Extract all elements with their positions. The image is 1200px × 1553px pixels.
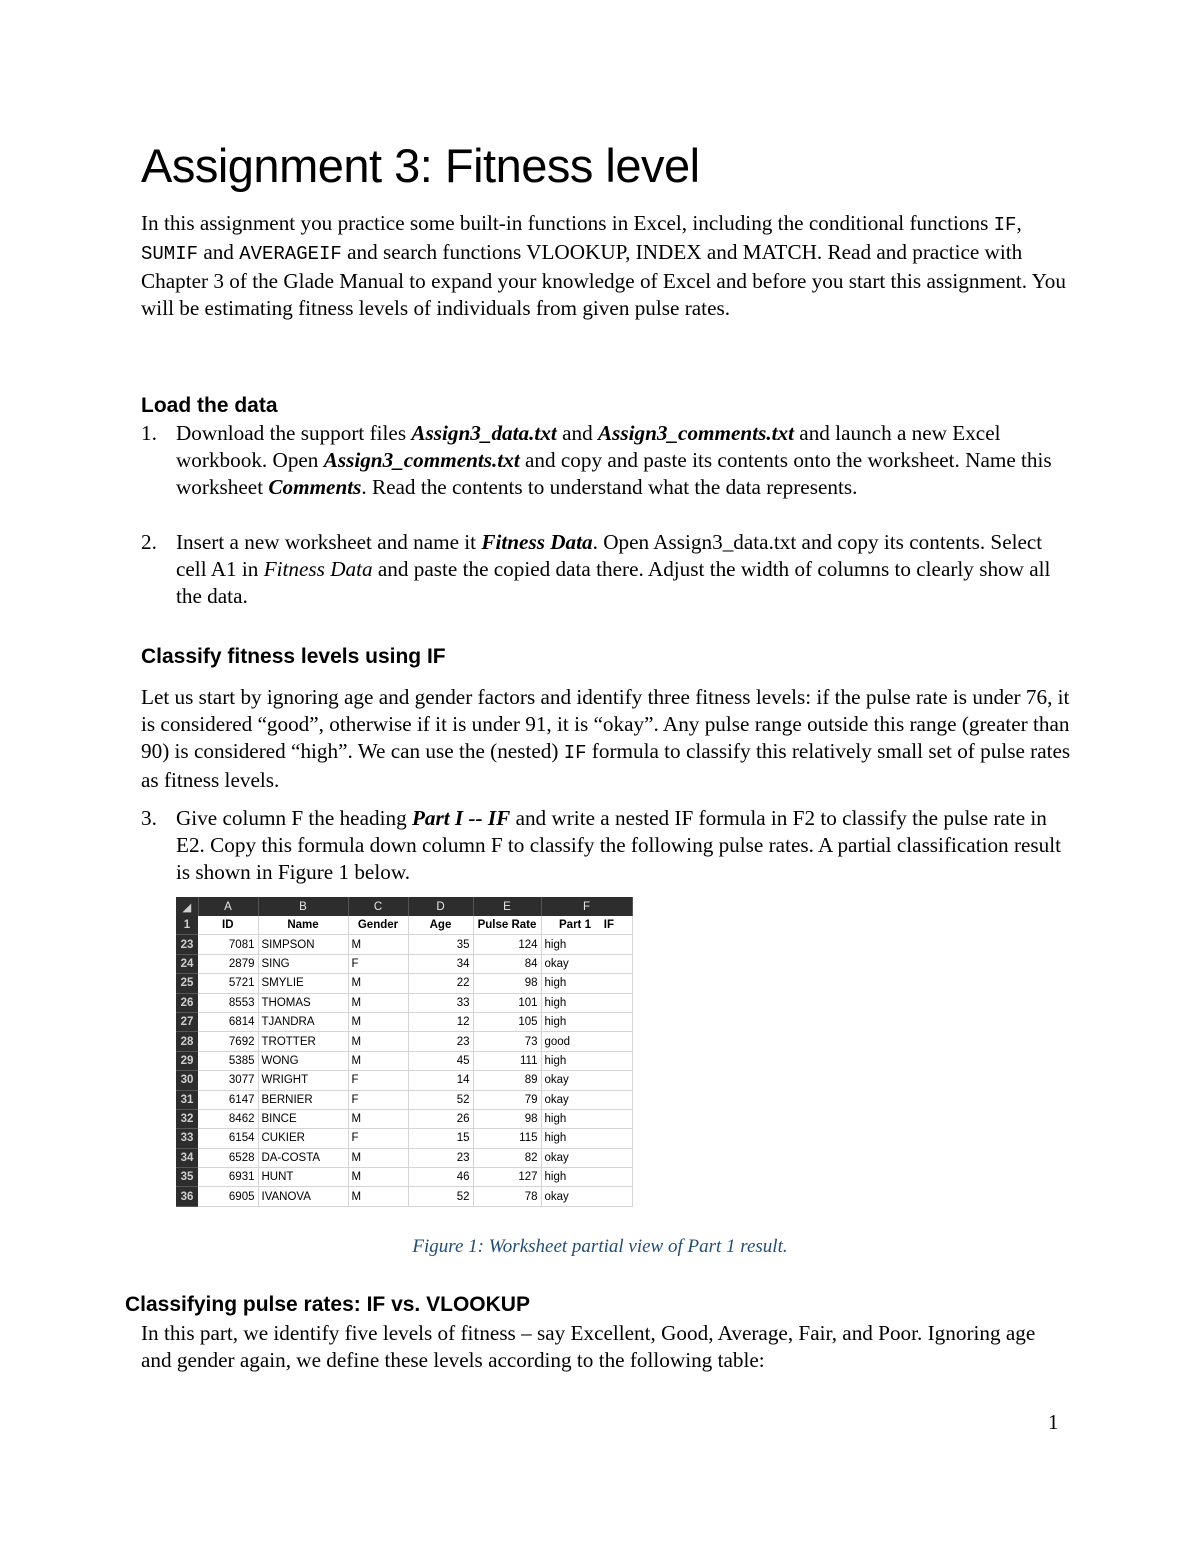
worksheet-name: Fitness Data [263, 557, 373, 581]
name-cell: CUKIER [258, 1129, 348, 1148]
table-row [176, 974, 632, 993]
fitness-level-cell: high [541, 935, 632, 954]
gender-cell: F [348, 1071, 408, 1090]
list-number: 2. [141, 530, 157, 554]
list-item-1 [141, 420, 1071, 501]
table-row [176, 1032, 632, 1051]
name-cell: SING [258, 954, 348, 973]
pulse-rate-cell: 101 [473, 993, 541, 1012]
pulse-rate-cell: 79 [473, 1090, 541, 1109]
id-cell: 7081 [198, 935, 258, 954]
name-cell: TJANDRA [258, 1012, 348, 1031]
row-number: 36 [176, 1187, 198, 1206]
pulse-rate-cell: 78 [473, 1187, 541, 1206]
age-cell: 35 [408, 935, 473, 954]
gender-cell: F [348, 954, 408, 973]
age-cell: 46 [408, 1168, 473, 1187]
column-header: B [258, 897, 348, 916]
row-number: 31 [176, 1090, 198, 1109]
table-row [176, 1129, 632, 1148]
id-cell: 2879 [198, 954, 258, 973]
header-cell: Part 1 IF [541, 916, 632, 935]
gender-cell: M [348, 1012, 408, 1031]
gender-cell: M [348, 1051, 408, 1070]
id-cell: 6905 [198, 1187, 258, 1206]
gender-cell: M [348, 1032, 408, 1051]
gender-cell: M [348, 1187, 408, 1206]
pulse-rate-cell: 98 [473, 974, 541, 993]
row-number: 32 [176, 1109, 198, 1128]
id-cell: 6814 [198, 1012, 258, 1031]
column-heading-name: Part I -- IF [411, 806, 511, 830]
header-cell: Gender [348, 916, 408, 935]
text-run: and [198, 240, 240, 264]
table-row [176, 1071, 632, 1090]
age-cell: 26 [408, 1109, 473, 1128]
fitness-level-cell: high [541, 993, 632, 1012]
text-run: formula to classify this relatively small set of pulse rates as fitness levels. [141, 739, 1071, 792]
list-item-3 [141, 805, 1071, 886]
name-cell: SIMPSON [258, 935, 348, 954]
name-cell: TROTTER [258, 1032, 348, 1051]
name-cell: IVANOVA [258, 1187, 348, 1206]
fitness-level-cell: okay [541, 1187, 632, 1206]
gender-cell: M [348, 993, 408, 1012]
gender-cell: M [348, 1148, 408, 1167]
file-name: Assign3_comments.txt [323, 448, 520, 472]
list-item-2 [141, 529, 1071, 610]
column-header: A [198, 897, 258, 916]
function-name: AVERAGEIF [239, 243, 342, 265]
text-run: and write a nested IF formula in F2 to classify the pulse rate in E2. Copy this formula down column F to classify the following pulse rates. A partial classification result is shown in Figure 1 below. [176, 806, 1062, 884]
column-header: F [541, 897, 632, 916]
row-number: 30 [176, 1071, 198, 1090]
table-header-row [176, 916, 632, 935]
classify-paragraph [141, 684, 1071, 794]
text-run: In this assignment you practice some built-in functions in Excel, including the conditional functions [141, 211, 994, 235]
text-run: Give column F the heading [176, 806, 412, 830]
name-cell: WRIGHT [258, 1071, 348, 1090]
page-title: Assignment 3: Fitness level [141, 139, 700, 192]
age-cell: 23 [408, 1032, 473, 1051]
header-cell: Age [408, 916, 473, 935]
row-number: 1 [176, 916, 198, 935]
fitness-level-cell: high [541, 1129, 632, 1148]
column-header: E [473, 897, 541, 916]
pulse-rate-cell: 98 [473, 1109, 541, 1128]
id-cell: 6154 [198, 1129, 258, 1148]
name-cell: THOMAS [258, 993, 348, 1012]
list-number: 1. [141, 421, 157, 445]
text-run: . Read the contents to understand what the data represents. [361, 475, 858, 499]
function-name: IF [563, 742, 587, 764]
function-name: SUMIF [141, 243, 199, 265]
fitness-level-cell: high [541, 1168, 632, 1187]
section-heading-load-data: Load the data [141, 394, 278, 417]
intro-paragraph [141, 210, 1071, 322]
fitness-level-cell: okay [541, 1148, 632, 1167]
pulse-rate-cell: 127 [473, 1168, 541, 1187]
fitness-level-cell: okay [541, 954, 632, 973]
table-row [176, 1168, 632, 1187]
row-number: 33 [176, 1129, 198, 1148]
pulse-rate-cell: 89 [473, 1071, 541, 1090]
table-row [176, 954, 632, 973]
gender-cell: M [348, 1168, 408, 1187]
worksheet-figure [176, 897, 633, 1207]
table-row [176, 993, 632, 1012]
function-name: IF [993, 214, 1017, 236]
name-cell: HUNT [258, 1168, 348, 1187]
text-run: and copy and paste its contents onto the worksheet. Name this worksheet [176, 448, 1052, 499]
gender-cell: M [348, 1109, 408, 1128]
fitness-level-cell: high [541, 1109, 632, 1128]
text-run: and [556, 421, 598, 445]
age-cell: 52 [408, 1187, 473, 1206]
age-cell: 15 [408, 1129, 473, 1148]
text-run: , [1016, 211, 1022, 235]
vlookup-paragraph: In this part, we identify five levels of fitness – say Excellent, Good, Average, Fair, and Poor. Ignoring age and gender again, we define these levels according to the following table: [141, 1321, 1036, 1372]
header-cell: ID [198, 916, 258, 935]
text-run: Insert a new worksheet and name it [176, 530, 482, 554]
header-cell: Name [258, 916, 348, 935]
pulse-rate-cell: 84 [473, 954, 541, 973]
id-cell: 8462 [198, 1109, 258, 1128]
table-row [176, 1012, 632, 1031]
text-run: and launch a new Excel workbook. Open [176, 421, 1001, 472]
pulse-rate-cell: 82 [473, 1148, 541, 1167]
text-run: and paste the copied data there. Adjust the width of columns to clearly show all the data. [176, 557, 1051, 608]
fitness-level-cell: high [541, 974, 632, 993]
id-cell: 8553 [198, 993, 258, 1012]
age-cell: 14 [408, 1071, 473, 1090]
name-cell: BINCE [258, 1109, 348, 1128]
section-heading-vlookup: Classifying pulse rates: IF vs. VLOOKUP [125, 1293, 530, 1316]
row-number: 23 [176, 935, 198, 954]
row-number: 25 [176, 974, 198, 993]
name-cell: WONG [258, 1051, 348, 1070]
file-name: Assign3_data.txt [411, 421, 557, 445]
list-number: 3. [141, 806, 157, 830]
section-heading-classify-if: Classify fitness levels using IF [141, 645, 446, 668]
text-run: and search functions VLOOKUP, INDEX and MATCH. Read and practice with Chapter 3 of the Glade Manual to expand your knowledge of Excel and before you start this assignment. You will be estimating fitness levels of individuals from given pulse rates. [141, 240, 1066, 320]
column-header: D [408, 897, 473, 916]
fitness-level-cell: high [541, 1051, 632, 1070]
fitness-level-cell: high [541, 1012, 632, 1031]
age-cell: 23 [408, 1148, 473, 1167]
column-header: C [348, 897, 408, 916]
age-cell: 22 [408, 974, 473, 993]
id-cell: 5721 [198, 974, 258, 993]
id-cell: 6931 [198, 1168, 258, 1187]
gender-cell: M [348, 974, 408, 993]
table-row [176, 1109, 632, 1128]
age-cell: 45 [408, 1051, 473, 1070]
page-number: 1 [1048, 1410, 1059, 1434]
row-number: 26 [176, 993, 198, 1012]
row-number: 35 [176, 1168, 198, 1187]
name-cell: SMYLIE [258, 974, 348, 993]
table-row [176, 935, 632, 954]
name-cell: DA-COSTA [258, 1148, 348, 1167]
row-number: 29 [176, 1051, 198, 1070]
select-all-corner: ◢ [176, 897, 198, 916]
gender-cell: M [348, 935, 408, 954]
worksheet-name: Comments [268, 475, 362, 499]
fitness-level-cell: okay [541, 1071, 632, 1090]
fitness-level-cell: good [541, 1032, 632, 1051]
id-cell: 3077 [198, 1071, 258, 1090]
row-number: 24 [176, 954, 198, 973]
table-row [176, 1090, 632, 1109]
text-run: . Open Assign3_data.txt and copy its contents. Select cell A1 in [176, 530, 1043, 581]
pulse-rate-cell: 111 [473, 1051, 541, 1070]
age-cell: 34 [408, 954, 473, 973]
file-name: Assign3_comments.txt [597, 421, 794, 445]
gender-cell: F [348, 1129, 408, 1148]
age-cell: 33 [408, 993, 473, 1012]
table-row [176, 1187, 632, 1206]
pulse-rate-cell: 124 [473, 935, 541, 954]
worksheet-name: Fitness Data [481, 530, 593, 554]
pulse-rate-cell: 115 [473, 1129, 541, 1148]
id-cell: 7692 [198, 1032, 258, 1051]
id-cell: 6147 [198, 1090, 258, 1109]
table-row [176, 1051, 632, 1070]
pulse-rate-cell: 105 [473, 1012, 541, 1031]
name-cell: BERNIER [258, 1090, 348, 1109]
id-cell: 5385 [198, 1051, 258, 1070]
figure-caption: Figure 1: Worksheet partial view of Part 1 result. [412, 1236, 788, 1257]
row-number: 27 [176, 1012, 198, 1031]
age-cell: 52 [408, 1090, 473, 1109]
gender-cell: F [348, 1090, 408, 1109]
id-cell: 6528 [198, 1148, 258, 1167]
age-cell: 12 [408, 1012, 473, 1031]
text-run: Download the support files [176, 421, 412, 445]
pulse-rate-cell: 73 [473, 1032, 541, 1051]
row-number: 34 [176, 1148, 198, 1167]
header-cell: Pulse Rate [473, 916, 541, 935]
row-number: 28 [176, 1032, 198, 1051]
table-row [176, 1148, 632, 1167]
text-run: Let us start by ignoring age and gender factors and identify three fitness levels: if the pulse rate is under 76, it is considered “good”, otherwise if it is under 91, it is “okay”. Any pulse range outside this range (greater than 90) is considered “high”. We can use the (nested) [141, 685, 1070, 763]
fitness-level-cell: okay [541, 1090, 632, 1109]
